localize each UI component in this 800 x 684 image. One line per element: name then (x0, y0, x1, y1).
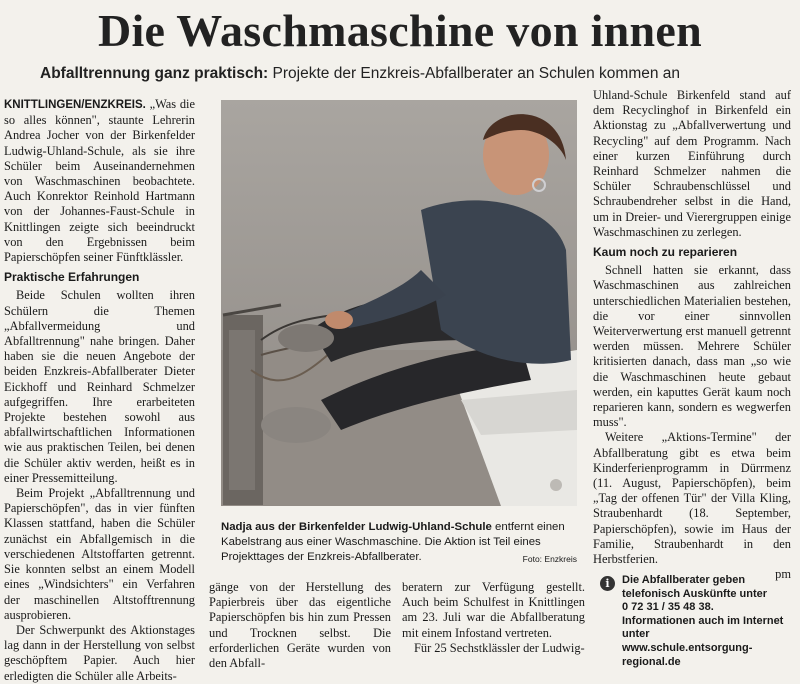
info-box (600, 574, 794, 668)
paragraph-text: „Was die so alles können", staunte Lehrerin Andrea Jocher von der Birkenfelder Ludwig-Uhland-Schule, als sie ihre Schüler beim Auseinandernehmen von Waschmaschinen beobachtete. Auch Konrektor Reinhold Hartmann von der Johannes-Faust-Schule in Knittlingen zeigte sich beeindruckt von den Ergebnissen beim Papierschöpfen seiner Fünftklässler. (4, 97, 195, 265)
paragraph: gänge von der Herstellung des Papierbreis über das eigentliche Papierschöpfen bis hin zum Pressen und Trocknen selbst. Die erforderlichen Geräte wurden von den Abfall- (209, 580, 391, 671)
paragraph: Beide Schulen wollten ihren Schülern die Themen „Abfallvermeidung und Abfalltrennung" nahe bringen. Daher haben sie die neuen Angebote der beiden Enzkreis-Abfallberater Dieter Eickhoff und Reinhard Schmelzer aufgegriffen. Ihre erarbeiteten Projekte bestehen sowohl aus abfallwirtschaftlichen Informationen wie aus praktischen Teilen, bei denen die Schüler aktiv werden, heißt es in einer Pressemitteilung. (4, 288, 195, 485)
article-column-2 (209, 580, 391, 671)
paragraph: Für 25 Sechstklässler der Ludwig- (414, 640, 585, 655)
info-phone: 0 72 31 / 35 48 38. (622, 601, 714, 614)
paragraph: Schnell hatten sie erkannt, dass Waschmaschinen aus zahlreichen unterschiedlichen Materialien bestehen, die vor einer sinnvollen Weiterverwertung erst manuell getrennt werden müssen. Mehrere Schüler kritisierten danach, dass man „so wie die Waschmaschinen heute gebaut werden, ein kaputtes Gerät kaum noch reparieren kann, sondern es wegwerfen muss". (593, 263, 791, 430)
info-line-1: Die Abfallberater geben telefonisch Auskünfte unter (622, 574, 768, 600)
paragraph (4, 97, 195, 265)
info-url[interactable]: www.schule.entsorgung-regional.de (622, 641, 753, 668)
info-text (622, 574, 794, 669)
caption-text: entfernt einen Kabelstrang aus einer Waschmaschine. Die Aktion ist Teil eines Projekttages der Enzkreis-Abfallberater. (221, 521, 565, 563)
info-line-2: Informationen auch im Internet unter (622, 614, 784, 641)
paragraph: Uhland-Schule Birkenfeld stand auf dem Recyclinghof in Birkenfeld ein Aktionstag zu „Abfallverwertung und Recycling" auf dem Programm. Nach einer kurzen Einführung durch Reinhard Schmelzer nahmen die Schüler Schraubenschlüssel und Schraubendreher selbst in die Hand, um in Dreier- und Vierergruppen einige Waschmaschinen zu zerlegen. (593, 88, 791, 239)
article-column-1 (4, 97, 195, 683)
caption-lead: Nadja aus der Birkenfelder Ludwig-Uhland-Schule (221, 521, 492, 533)
paragraph: Weitere „Aktions-Termine" der Abfallberatung gibt es etwa beim Kinderferienprogramm in Dürrmenz (11. August, Papierschöpfen), beim „Tag der offenen Tür" der Villa Kling, Straubenhardt (18. September, Papierschöpfen), sowie im Haus der Familie, Straubenhardt in den Herbstferien. (593, 430, 791, 567)
subheading-kaum-noch-zu-reparieren: Kaum noch zu reparieren (593, 245, 738, 260)
headline: Die Waschmaschine von innen (97, 5, 703, 56)
author-signature: pm (775, 567, 791, 582)
subheadline: Projekte der Enzkreis-Abfallberater an Schulen kommen an (272, 65, 681, 82)
paragraph: Der Schwerpunkt des Aktionstages lag dann in der Herstellung von selbst geschöpftem Papier. Auch hier erledigten die Schüler alle Arbeits- (4, 622, 195, 683)
subheadline-row (40, 62, 780, 86)
photo-credit: Foto: Enzkreis (522, 554, 577, 564)
article-photo (221, 100, 577, 506)
paragraph: Beim Projekt „Abfalltrennung und Papierschöpfen", das in vier fünften Klassen stattfand, haben die Schüler zunächst ein Abfallgemisch in die verschiedenen Altstoffarten getrennt. Sie konnten selbst an einem Modell eines „Windsichters" ein Verfahren der maschinellen Altstofftrennung ausprobieren. (4, 486, 195, 622)
subheading-praktische-erfahrungen: Praktische Erfahrungen (4, 270, 140, 285)
photo-illustration (221, 100, 577, 506)
article-column-3 (402, 580, 585, 666)
kicker: Abfalltrennung ganz praktisch: (40, 65, 269, 82)
dateline: KNITTLINGEN/ENZKREIS. (4, 99, 146, 111)
photo-caption (221, 520, 577, 570)
paragraph: beratern zur Verfügung gestellt. Auch beim Schulfest in Knittlingen am 23. Juli war die Abfallberatung mit einem Infostand vertreten. (402, 580, 585, 640)
article-column-4 (593, 88, 791, 582)
info-icon: i (600, 576, 615, 591)
